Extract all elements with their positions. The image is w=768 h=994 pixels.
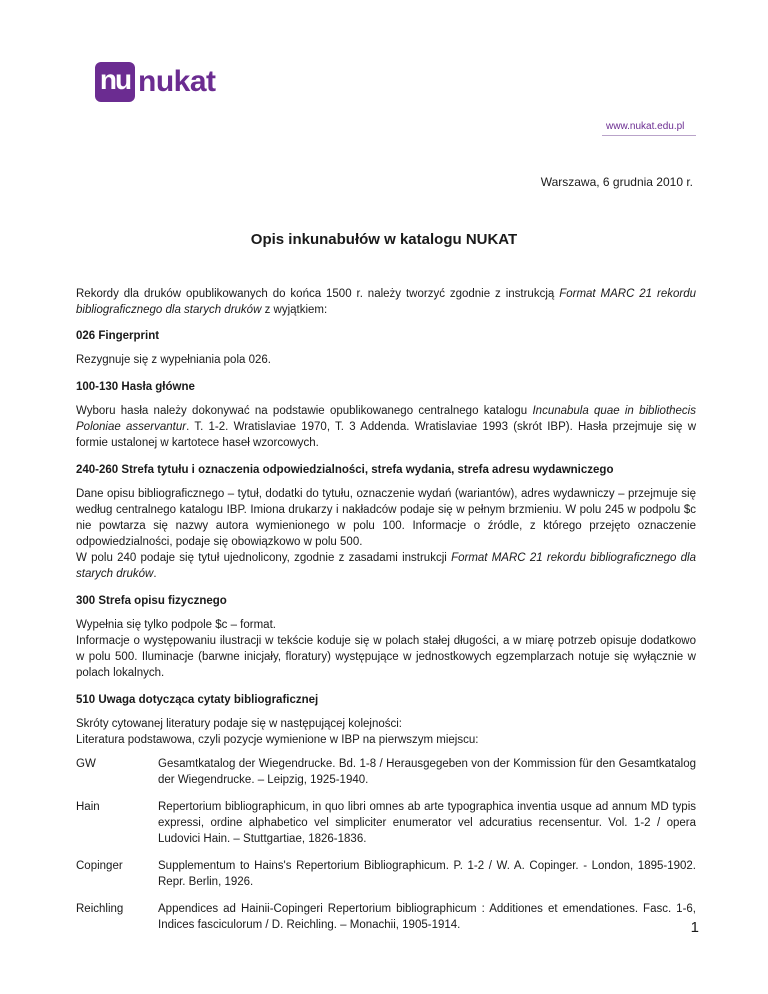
section-100-text: Wyboru hasła należy dokonywać na podstawie opublikowanego centralnego katalogu <box>76 405 533 417</box>
section-heading-100: 100-130 Hasła główne <box>76 381 195 393</box>
logo-wordmark: nukat <box>138 65 216 98</box>
reference-abbreviation: Reichling <box>76 903 124 915</box>
section-heading-510: 510 Uwaga dotycząca cytaty bibliograficznej <box>76 694 319 706</box>
section-heading-300: 300 Strefa opisu fizycznego <box>76 595 227 607</box>
url-underline-divider <box>602 135 696 136</box>
intro-text: Rekordy dla druków opublikowanych do końca 1500 r. należy tworzyć zgodnie z instrukcją <box>76 288 560 300</box>
nukat-logo <box>95 62 216 102</box>
reference-citation: Gesamtkatalog der Wiegendrucke. Bd. 1-8 / Herausgegeben von der Kommission für den Gesamtkatalog der Wiegendrucke. – Leipzig, 1925-1940. <box>158 758 696 786</box>
intro-text-end: z wyjątkiem: <box>261 304 328 316</box>
reference-citation: Supplementum to Hains's Repertorium Bibliographicum. P. 1-2 / W. A. Copinger. - London, 1895-1902. Repr. Berlin, 1926. <box>158 860 696 888</box>
reference-abbreviation: GW <box>76 758 96 770</box>
reference-item <box>76 901 696 933</box>
website-url: www.nukat.edu.pl <box>606 121 685 132</box>
document-title: Opis inkunabułów w katalogu NUKAT <box>250 231 518 248</box>
intro-italic-title: Format MARC 21 rekordu bibliograficznego dla starych druków <box>76 288 696 316</box>
reference-citation: Repertorium bibliographicum, in quo libri omnes ab arte typographica inventia usque ad annum MD typis expressi, ordine alphabetico vel simpliciter enumerator vel adcuratius recensentur. Vol. 1-2 / opera Ludovici Hain. – Stuttgartiae, 1826-1836. <box>158 801 696 845</box>
reference-list <box>76 756 696 933</box>
reference-item <box>76 799 696 847</box>
section-100-italic-title: Incunabula quae in bibliothecis Poloniae asservantur <box>76 405 696 433</box>
document-date: Warszawa, 6 grudnia 2010 r. <box>540 175 693 189</box>
section-text-510-b: Literatura podstawowa, czyli pozycje wymienione w IBP na pierwszym miejscu: <box>76 734 479 746</box>
section-text-240-b <box>76 550 696 582</box>
section-heading-026: 026 Fingerprint <box>76 330 160 342</box>
section-240-text: W polu 240 podaje się tytuł ujednolicony, zgodnie z zasadami instrukcji <box>76 552 452 564</box>
reference-abbreviation: Copinger <box>76 860 123 872</box>
section-text-026: Rezygnuje się z wypełniania pola 026. <box>76 354 271 366</box>
section-240-text-end: . <box>153 568 157 580</box>
logo-mark: nu <box>95 62 135 102</box>
intro-paragraph <box>76 286 696 318</box>
section-240-italic-title: Format MARC 21 rekordu bibliograficznego dla starych druków <box>76 552 696 580</box>
section-text-100 <box>76 403 696 451</box>
page-number: 1 <box>690 919 699 936</box>
reference-abbreviation: Hain <box>76 801 100 813</box>
reference-item <box>76 858 696 890</box>
section-text-510-a: Skróty cytowanej literatury podaje się w następującej kolejności: <box>76 718 402 730</box>
section-100-text-end: . T. 1-2. Wratislaviae 1970, T. 3 Addenda. Wratislaviae 1993 (skrót IBP). Hasła przejmuje się w formie ustalonej w kartotece haseł wzorcowych. <box>76 421 696 449</box>
section-text-300-a: Wypełnia się tylko podpole $c – format. <box>76 619 276 631</box>
reference-item <box>76 756 696 788</box>
document-body <box>76 286 696 944</box>
section-text-300-b: Informacje o występowaniu ilustracji w tekście koduje się w polach stałej długości, a w miarę potrzeb opisuje dodatkowo w polu 500. Iluminacje (barwne inicjały, floratury) występujące w jednostkowych egzemplarzach notuje się wyłącznie w polach lokalnych. <box>76 635 696 679</box>
section-heading-240: 240-260 Strefa tytułu i oznaczenia odpowiedzialności, strefa wydania, strefa adresu wydawniczego <box>76 464 614 476</box>
section-text-240-a: Dane opisu bibliograficznego – tytuł, dodatki do tytułu, oznaczenie wydań (wariantów), adres wydawniczy – przejmuje się według centralnego katalogu IBP. Imiona drukarzy i nakładców podaje się w pełnym brzmieniu. W polu 245 w podpolu $c nie powtarza się nazwy autora wymienionego w polu 100. Informacje o źródle, z którego przejęto oznaczenie odpowiedzialności, podaje się obowiązkowo w polu 500. <box>76 488 696 548</box>
reference-citation: Appendices ad Hainii-Copingeri Repertorium bibliographicum : Additiones et emendationes. Fasc. 1-6, Indices fasciculorum / D. Reichling. – Monachii, 1905-1914. <box>158 903 696 931</box>
